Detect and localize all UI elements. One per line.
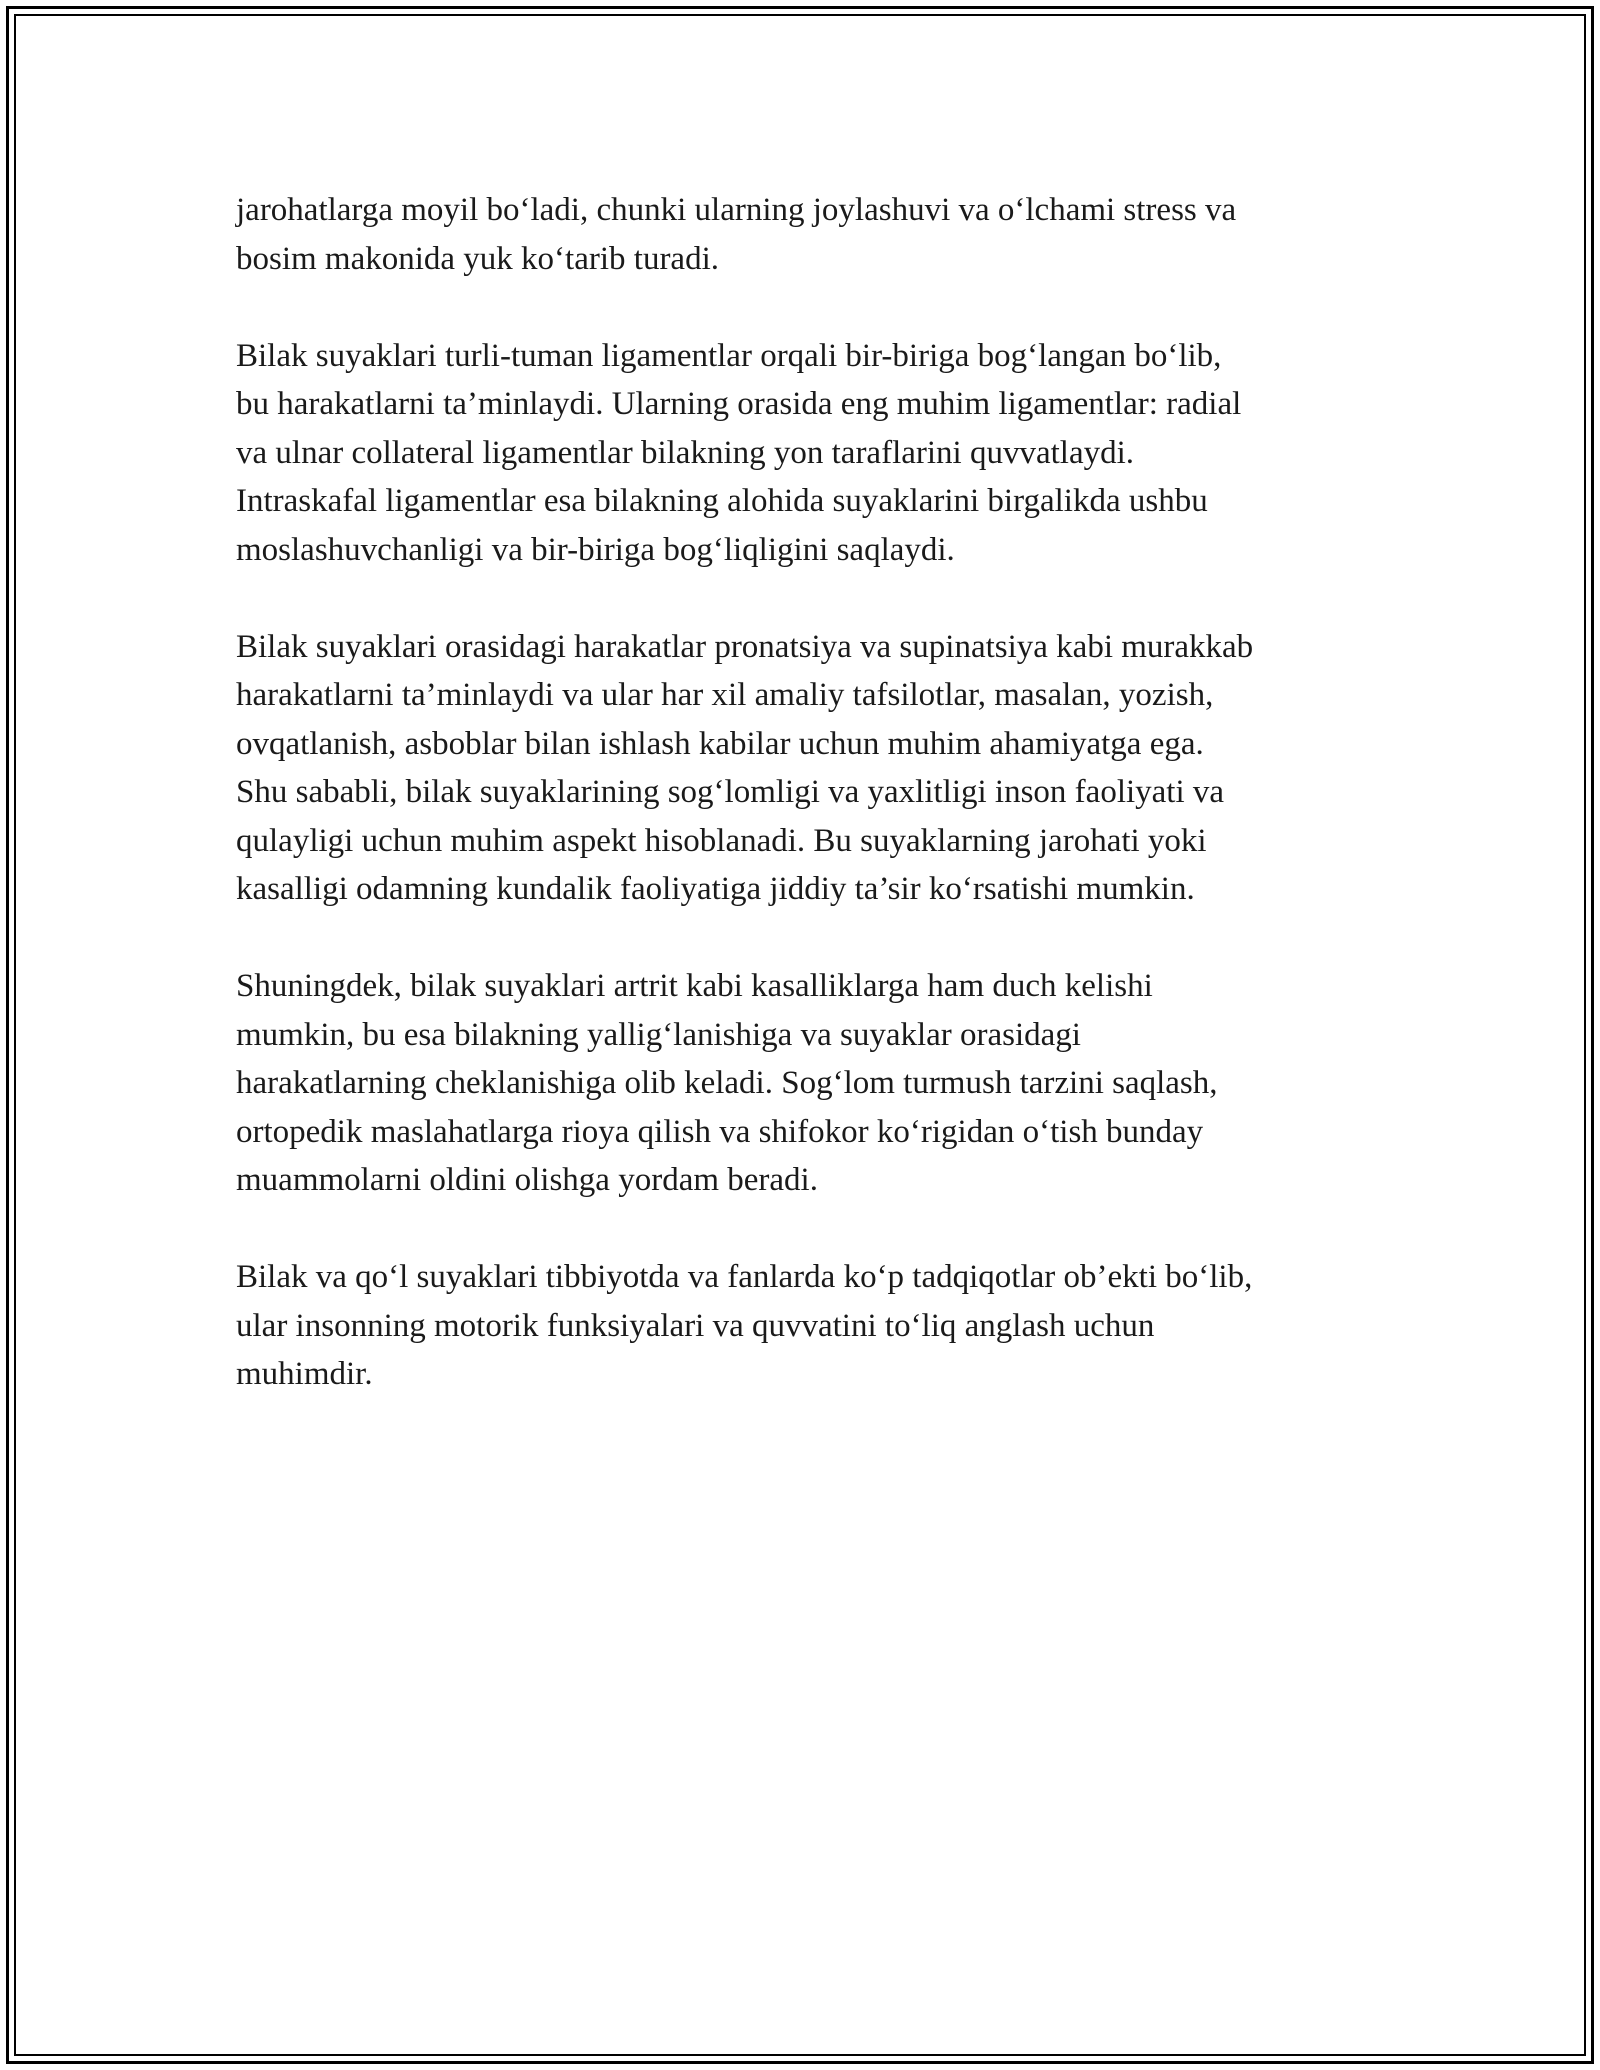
text-line: va ulnar collateral ligamentlar bilakning yon taraflarini quvvatlaydi.	[236, 434, 1135, 471]
text-line: bu harakatlarni ta’minlaydi. Ularning orasida eng muhim ligamentlar: radial	[236, 386, 1242, 422]
text-line: qulayligi uchun muhim aspekt hisoblanadi. Bu suyaklarning jarohati yoki	[236, 822, 1207, 859]
paragraph	[236, 1253, 1386, 1399]
text-line: muammolarni oldini olishga yordam beradi.	[236, 1162, 818, 1198]
text-line: Bilak suyaklari turli-tuman ligamentlar orqali bir-biriga bog‘langan bo‘lib,	[236, 337, 1222, 374]
text-line: ortopedik maslahatlarga rioya qilish va shifokor ko‘rigidan o‘tish bunday	[236, 1113, 1204, 1150]
text-line: Bilak suyaklari orasidagi harakatlar pronatsiya va supinatsiya kabi murakkab	[236, 628, 1254, 665]
text-line: Shu sababli, bilak suyaklarining sog‘lomligi va yaxlitligi inson faoliyati va	[236, 774, 1225, 810]
text-line: Shuningdek, bilak suyaklari artrit kabi kasalliklarga ham duch kelishi	[236, 968, 1153, 1004]
paragraph	[236, 186, 1386, 283]
text-line: moslashuvchanligi va bir-biriga bog‘liqligini saqlaydi.	[236, 531, 955, 568]
paragraph	[236, 623, 1386, 914]
text-line: muhimdir.	[236, 1356, 373, 1392]
text-line: ovqatlanish, asboblar bilan ishlash kabilar uchun muhim ahamiyatga ega.	[236, 725, 1204, 762]
text-line: Intraskafal ligamentlar esa bilakning alohida suyaklarini birgalikda ushbu	[236, 483, 1208, 519]
text-line: harakatlarni ta’minlaydi va ular har xil amaliy tafsilotlar, masalan, yozish,	[236, 677, 1214, 713]
text-line: harakatlarning cheklanishiga olib keladi. Sog‘lom turmush tarzini saqlash,	[236, 1065, 1218, 1101]
text-line: bosim makonida yuk ko‘tarib turadi.	[236, 240, 719, 277]
text-line: mumkin, bu esa bilakning yallig‘lanishiga va suyaklar orasidagi	[236, 1016, 1081, 1053]
document-body	[236, 186, 1386, 1447]
text-line: jarohatlarga moyil bo‘ladi, chunki ularning joylashuvi va o‘lchami stress va	[236, 192, 1237, 228]
paragraph	[236, 962, 1386, 1205]
text-line: Bilak va qo‘l suyaklari tibbiyotda va fanlarda ko‘p tadqiqotlar ob’ekti bo‘lib,	[236, 1259, 1253, 1295]
paragraph	[236, 332, 1386, 575]
text-line: ular insonning motorik funksiyalari va quvvatini to‘liq anglash uchun	[236, 1307, 1155, 1344]
text-line: kasalligi odamning kundalik faoliyatiga jiddiy ta’sir ko‘rsatishi mumkin.	[236, 871, 1195, 907]
